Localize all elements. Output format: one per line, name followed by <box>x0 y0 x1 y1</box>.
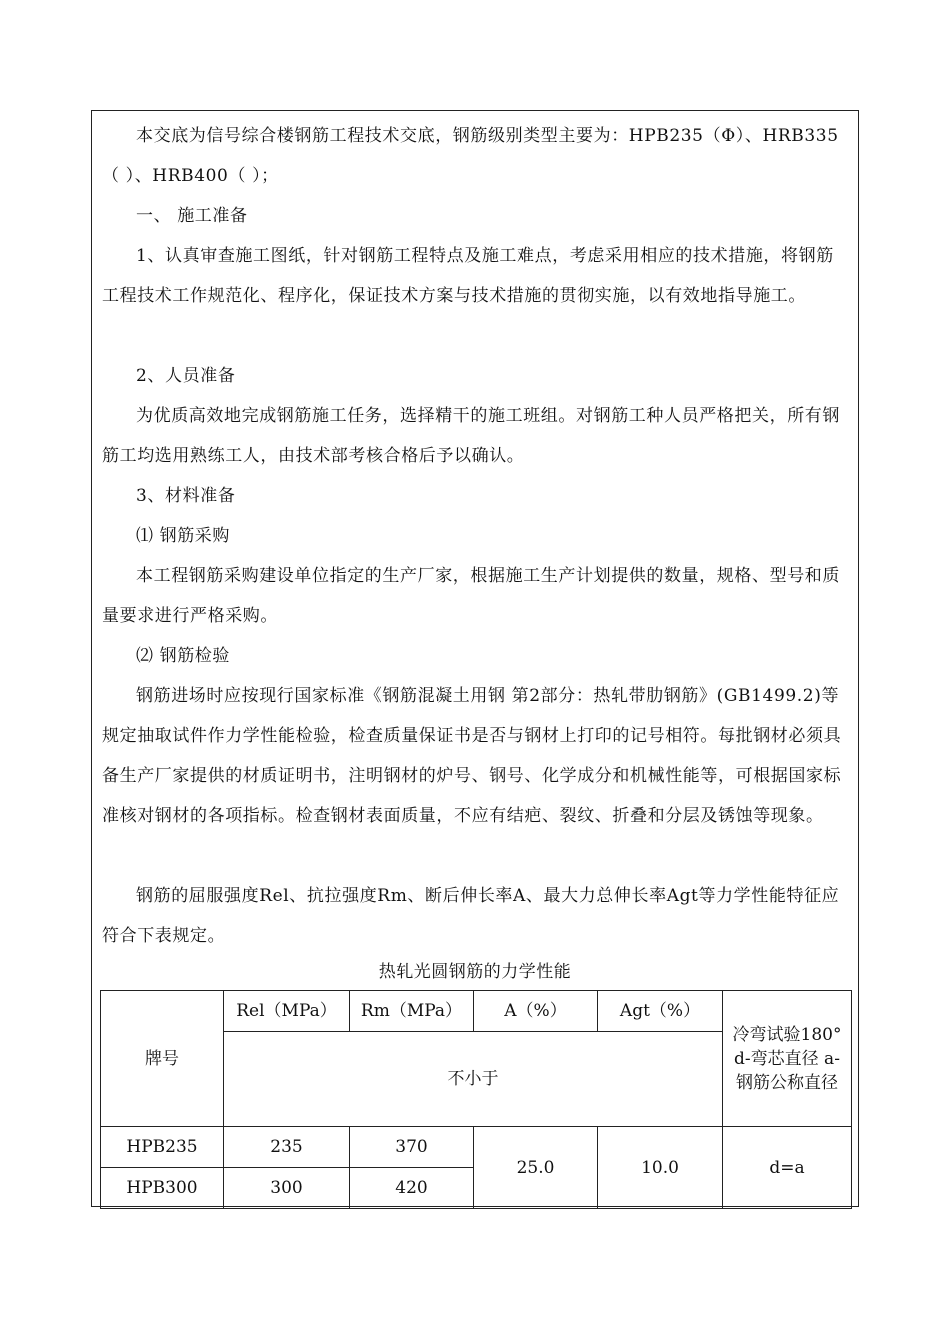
header-grade: 牌号 <box>101 991 224 1127</box>
grade-cell: HPB235 <box>101 1127 224 1168</box>
table-header-row <box>101 991 852 1032</box>
paragraph-drawing-review: 1、认真审查施工图纸，针对钢筋工程特点及施工难点，考虑采用相应的技术措施，将钢筋工程技术工作规范化、程序化，保证技术方案与技术措施的贯彻实施，以有效地指导施工。 <box>102 246 834 306</box>
a-cell: 25.0 <box>474 1127 598 1209</box>
header-agt: Agt（%） <box>598 991 723 1032</box>
subheading-materials: 3、材料准备 <box>136 486 236 506</box>
paragraph-inspection: 钢筋进场时应按现行国家标准《钢筋混凝土用钢 第2部分：热轧带肋钢筋》(GB1499.2)等规定抽取试件作力学性能检验，检查质量保证书是否与钢材上打印的记号相符。每批钢材必须具备生产厂家提供的材质证明书，注明钢材的炉号、钢号、化学成分和机械性能等，可根据国家标准核对钢材的各项指标。检查钢材表面质量，不应有结疤、裂纹、折叠和分层及锈蚀等现象。 <box>102 686 842 826</box>
header-not-less-than: 不小于 <box>224 1032 723 1127</box>
subheading-personnel: 2、人员准备 <box>136 366 236 386</box>
rel-cell: 235 <box>224 1127 350 1168</box>
header-a: A（%） <box>474 991 598 1032</box>
rel-cell: 300 <box>224 1168 350 1209</box>
table-row <box>101 1127 852 1168</box>
rm-cell: 420 <box>350 1168 474 1209</box>
paragraph-mechanical-properties: 钢筋的屈服强度Rel、抗拉强度Rm、断后伸长率A、最大力总伸长率Agt等力学性能特征应符合下表规定。 <box>102 886 840 946</box>
subheading-procurement: ⑴ 钢筋采购 <box>136 526 231 546</box>
header-rm: Rm（MPa） <box>350 991 474 1032</box>
paragraph-procurement: 本工程钢筋采购建设单位指定的生产厂家，根据施工生产计划提供的数量，规格、型号和质量要求进行严格采购。 <box>102 566 840 626</box>
header-rel: Rel（MPa） <box>224 991 350 1032</box>
mechanical-properties-table <box>100 990 852 1209</box>
table-caption: 热轧光圆钢筋的力学性能 <box>378 962 572 982</box>
bend-cell: d=a <box>723 1127 852 1209</box>
section-heading-preparation: 一、 施工准备 <box>136 206 248 226</box>
header-bend-test: 冷弯试验180° d-弯芯直径 a-钢筋公称直径 <box>723 991 852 1127</box>
grade-cell: HPB300 <box>101 1168 224 1209</box>
subheading-inspection: ⑵ 钢筋检验 <box>136 646 231 666</box>
intro-paragraph: 本交底为信号综合楼钢筋工程技术交底，钢筋级别类型主要为：HPB235（Φ）、HRB335（ ）、HRB400（ ）； <box>102 126 839 186</box>
agt-cell: 10.0 <box>598 1127 723 1209</box>
rm-cell: 370 <box>350 1127 474 1168</box>
paragraph-personnel: 为优质高效地完成钢筋施工任务，选择精干的施工班组。对钢筋工种人员严格把关，所有钢筋工均选用熟练工人，由技术部考核合格后予以确认。 <box>102 406 840 466</box>
